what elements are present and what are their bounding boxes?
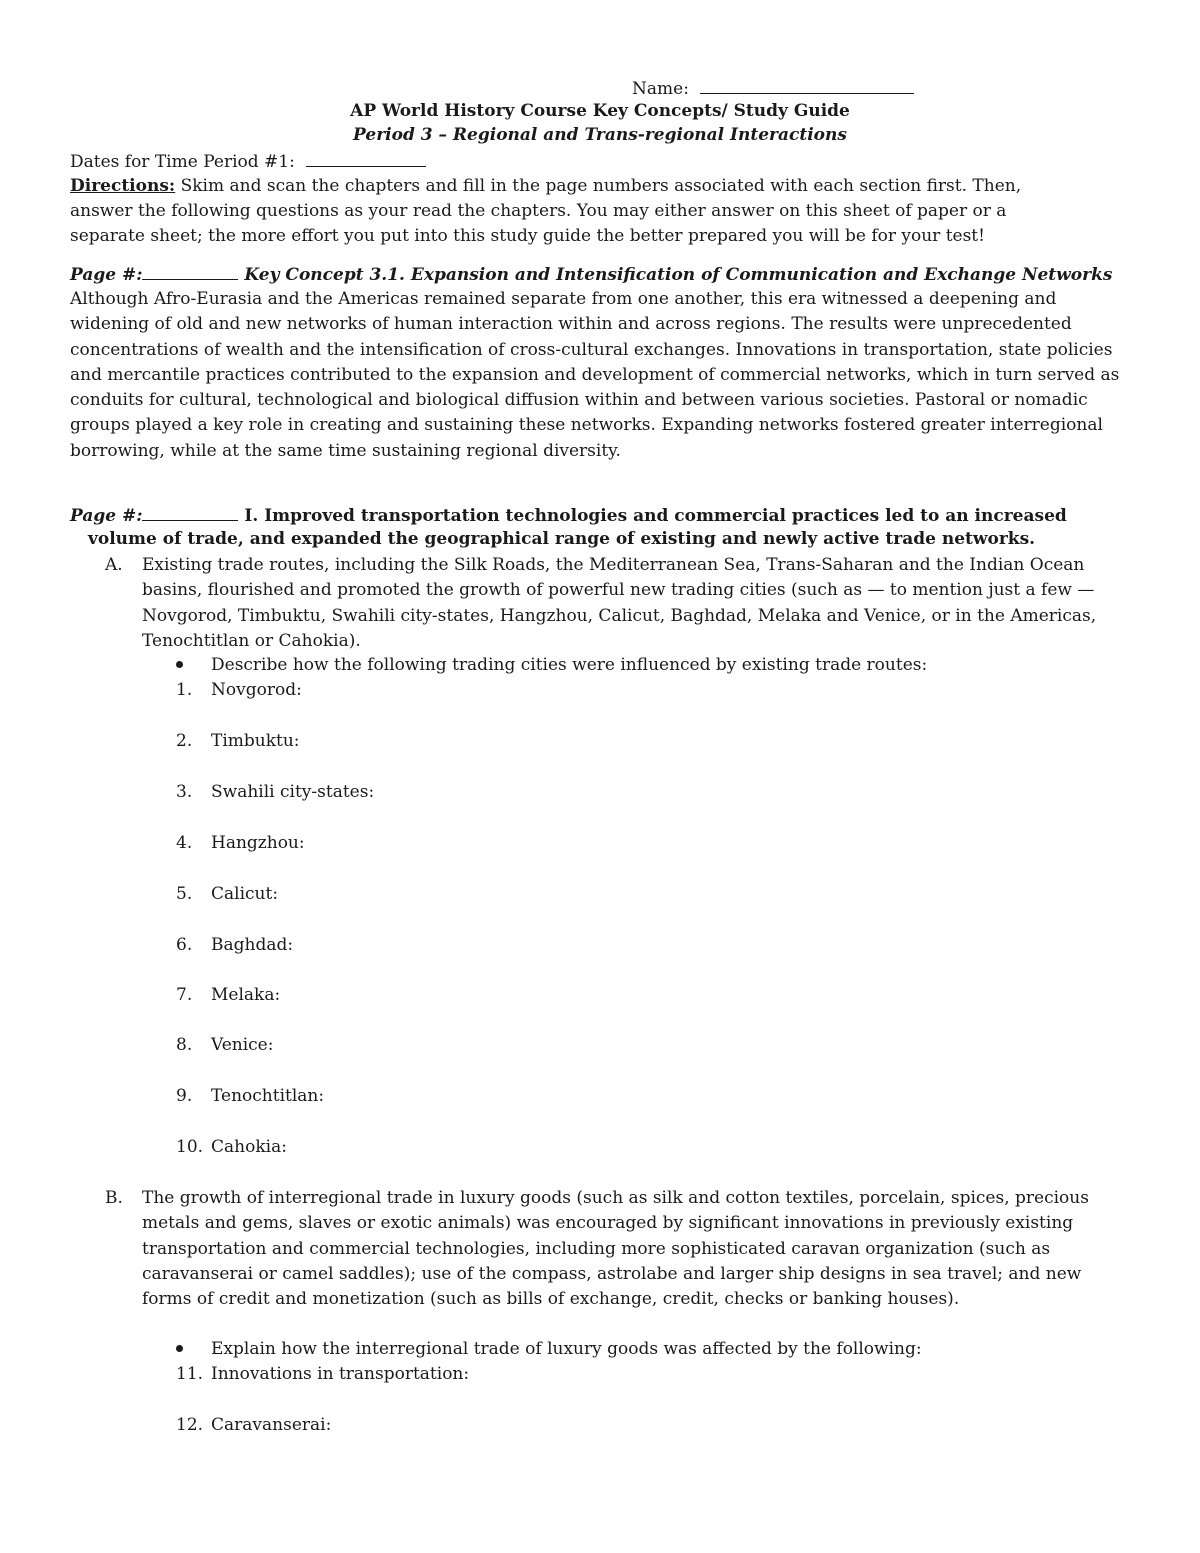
item-number: 5. xyxy=(176,884,193,904)
section-one-page-label: Page #: xyxy=(70,506,143,526)
item-number: 8. xyxy=(176,1035,193,1055)
bullet-icon xyxy=(176,661,183,668)
name-blank[interactable] xyxy=(700,78,914,94)
section-one-heading-1 xyxy=(70,505,1067,526)
section-one-heading-2: volume of trade, and expanded the geographical range of existing and newly active trade networks. xyxy=(88,529,1036,549)
directions-line-3: separate sheet; the more effort you put into this study guide the better prepared you will be for your test! xyxy=(70,226,985,246)
item-label-melaka: Melaka: xyxy=(211,985,281,1005)
item-label-timbuktu: Timbuktu: xyxy=(211,731,300,751)
item-label-calicut: Calicut: xyxy=(211,884,279,904)
item-number: 3. xyxy=(176,782,193,802)
section-one-page-blank[interactable] xyxy=(142,505,238,521)
point-b-bullet: Explain how the interregional trade of luxury goods was affected by the following: xyxy=(211,1339,922,1359)
directions-line-2: answer the following questions as your read the chapters. You may either answer on this sheet of paper or a xyxy=(70,201,1007,221)
item-number: 1. xyxy=(176,680,193,700)
item-number: 2. xyxy=(176,731,193,751)
item-number: 9. xyxy=(176,1086,193,1106)
key-concept-paragraph: Although Afro-Eurasia and the Americas remained separate from one another, this era witnessed a deepening and widening of old and new networks of human interaction within and across regions. The results were unprecedented concentrations of wealth and the intensification of cross-cultural exchanges. Innovations in transportation, state policies and mercantile practices contributed to the expansion and development of commercial networks, which in turn served as conduits for cultural, technological and biological diffusion within and between various societies. Pastoral or nomadic groups played a key role in creating and sustaining these networks. Expanding networks fostered greater interregional borrowing, while at the same time sustaining regional diversity. xyxy=(70,289,1120,461)
item-label-transportation: Innovations in transportation: xyxy=(211,1364,470,1384)
directions-label: Directions: xyxy=(70,176,176,196)
point-b-text: The growth of interregional trade in luxury goods (such as silk and cotton textiles, porcelain, spices, precious metals and gems, slaves or exotic animals) was encouraged by significant innovations in previously existing transportation and commercial technologies, including more sophisticated caravan organization (such as caravanserai or camel saddles); use of the compass, astrolabe and larger ship designs in sea travel; and new forms of credit and monetization (such as bills of exchange, credit, checks or banking houses). xyxy=(142,1188,1089,1310)
item-number: 6. xyxy=(176,935,193,955)
dates-line xyxy=(70,151,426,172)
item-number: 12. xyxy=(176,1415,204,1435)
name-line xyxy=(632,78,914,99)
key-concept-page-blank[interactable] xyxy=(142,264,238,280)
key-concept-page-label: Page #: xyxy=(70,265,143,285)
bullet-icon xyxy=(176,1345,183,1352)
point-a-bullet: Describe how the following trading cities were influenced by existing trade routes: xyxy=(211,655,928,675)
dates-label: Dates for Time Period #1: xyxy=(70,152,295,172)
item-label-baghdad: Baghdad: xyxy=(211,935,294,955)
document-title: AP World History Course Key Concepts/ Study Guide xyxy=(350,101,850,121)
item-label-swahili: Swahili city-states: xyxy=(211,782,375,802)
item-number: 7. xyxy=(176,985,193,1005)
item-number: 4. xyxy=(176,833,193,853)
key-concept-title: Key Concept 3.1. Expansion and Intensification of Communication and Exchange Networks xyxy=(238,265,1113,285)
item-label-hangzhou: Hangzhou: xyxy=(211,833,305,853)
directions-line-1 xyxy=(70,176,1021,196)
dates-blank[interactable] xyxy=(306,151,426,167)
item-label-venice: Venice: xyxy=(211,1035,274,1055)
point-a-text: Existing trade routes, including the Silk Roads, the Mediterranean Sea, Trans-Saharan and the Indian Ocean basins, flourished and promoted the growth of powerful new trading cities (such as — to mention just a few — Novgorod, Timbuktu, Swahili city-states, Hangzhou, Calicut, Baghdad, Melaka and Venice, or in the Americas, Tenochtitlan or Cahokia). xyxy=(142,555,1097,651)
section-one-title-1: I. Improved transportation technologies and commercial practices led to an increased xyxy=(238,506,1067,526)
item-label-cahokia: Cahokia: xyxy=(211,1137,287,1157)
directions-text-1: Skim and scan the chapters and fill in the page numbers associated with each section first. Then, xyxy=(175,176,1022,196)
point-a-letter: A. xyxy=(105,555,123,575)
document-subtitle: Period 3 – Regional and Trans-regional Interactions xyxy=(353,125,847,145)
item-label-tenochtitlan: Tenochtitlan: xyxy=(211,1086,325,1106)
item-label-caravanserai: Caravanserai: xyxy=(211,1415,332,1435)
point-b-letter: B. xyxy=(105,1188,123,1208)
item-number: 11. xyxy=(176,1364,204,1384)
item-label-novgorod: Novgorod: xyxy=(211,680,302,700)
item-number: 10. xyxy=(176,1137,204,1157)
name-label: Name: xyxy=(632,79,689,99)
key-concept-heading xyxy=(70,264,1112,285)
